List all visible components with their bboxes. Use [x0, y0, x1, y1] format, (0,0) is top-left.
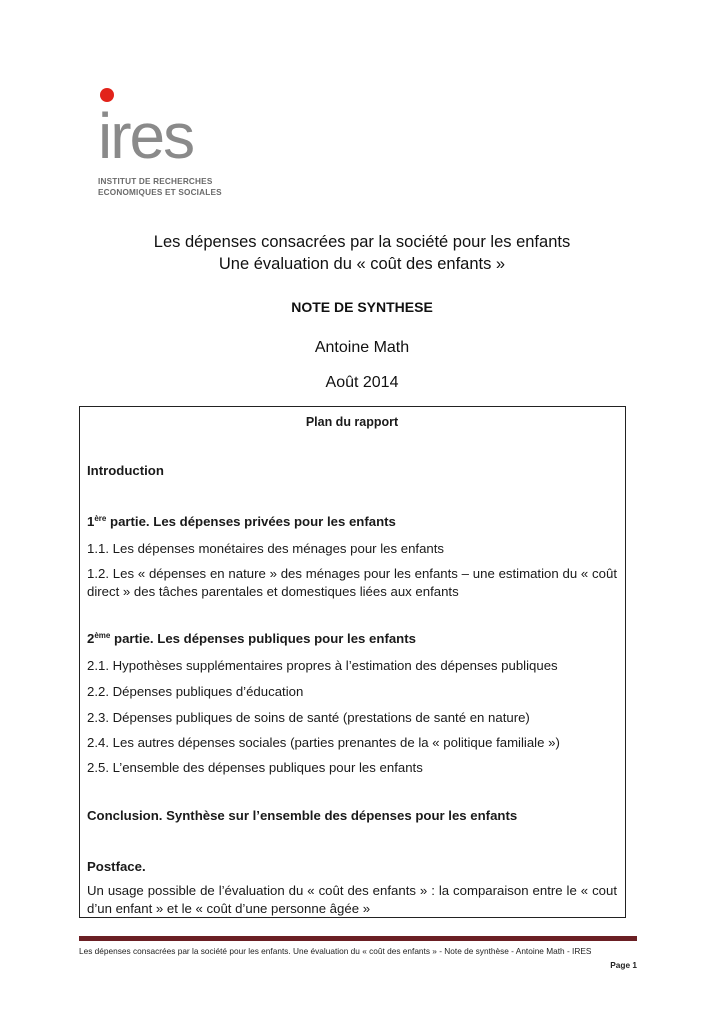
plan-item-1-1: 1.1. Les dépenses monétaires des ménages pour les enfants: [87, 541, 445, 556]
plan-postface-text: Un usage possible de l’évaluation du « coût des enfants » : la comparaison entre le « cout d’un enfant » et le « coût d’une personne âgée »: [87, 883, 617, 916]
plan-item-2-4: 2.4. Les autres dépenses sociales (parties prenantes de la « politique familiale »): [87, 735, 560, 750]
date: Août 2014: [325, 374, 399, 391]
report-plan-box: [79, 406, 626, 918]
part-1-ordinal: ère: [94, 514, 107, 523]
ires-logo-mark: [98, 86, 218, 166]
logo-line-2: ECONOMIQUES ET SOCIALES: [98, 187, 222, 197]
plan-item-1-2: 1.2. Les « dépenses en nature » des ménages pour les enfants – une estimation du « coût direct » des tâches parentales et domestiques liées aux enfants: [87, 566, 617, 599]
plan-part-1-heading: [87, 513, 617, 531]
plan-item-2-5: 2.5. L’ensemble des dépenses publiques pour les enfants: [87, 760, 423, 775]
footer-text: Les dépenses consacrées par la société pour les enfants. Une évaluation du « coût des enfants » - Note de synthèse - Antoine Math - IRES: [79, 946, 592, 956]
part-2-ordinal: ème: [94, 631, 111, 640]
document-title-line-2: Une évaluation du « coût des enfants »: [218, 255, 506, 273]
plan-title: Plan du rapport: [305, 415, 399, 429]
note-label: NOTE DE SYNTHESE: [291, 299, 433, 315]
logo-line-1: INSTITUT DE RECHERCHES: [98, 177, 213, 186]
part-1-number: 1: [87, 514, 95, 529]
author: Antoine Math: [314, 339, 410, 356]
page-number: Page 1: [610, 960, 637, 970]
part-2-number: 2: [87, 631, 95, 646]
plan-introduction: Introduction: [87, 463, 164, 478]
document-title-line-1: Les dépenses consacrées par la société pour les enfants: [153, 233, 571, 251]
part-1-title: partie. Les dépenses privées pour les enfants: [106, 514, 396, 529]
logo-word-text: ires: [98, 100, 194, 166]
plan-postface: Postface.: [87, 859, 146, 874]
plan-conclusion: Conclusion. Synthèse sur l’ensemble des dépenses pour les enfants: [87, 808, 518, 823]
footer-rule: [79, 936, 637, 941]
plan-part-2-heading: [87, 630, 617, 648]
plan-item-2-2: 2.2. Dépenses publiques d’éducation: [87, 684, 304, 699]
logo-subtitle: [98, 177, 222, 198]
part-2-title: partie. Les dépenses publiques pour les enfants: [110, 631, 416, 646]
ires-logo: [98, 86, 238, 204]
plan-item-2-3: 2.3. Dépenses publiques de soins de santé (prestations de santé en nature): [87, 710, 530, 725]
plan-item-2-1: 2.1. Hypothèses supplémentaires propres à l’estimation des dépenses publiques: [87, 658, 558, 673]
